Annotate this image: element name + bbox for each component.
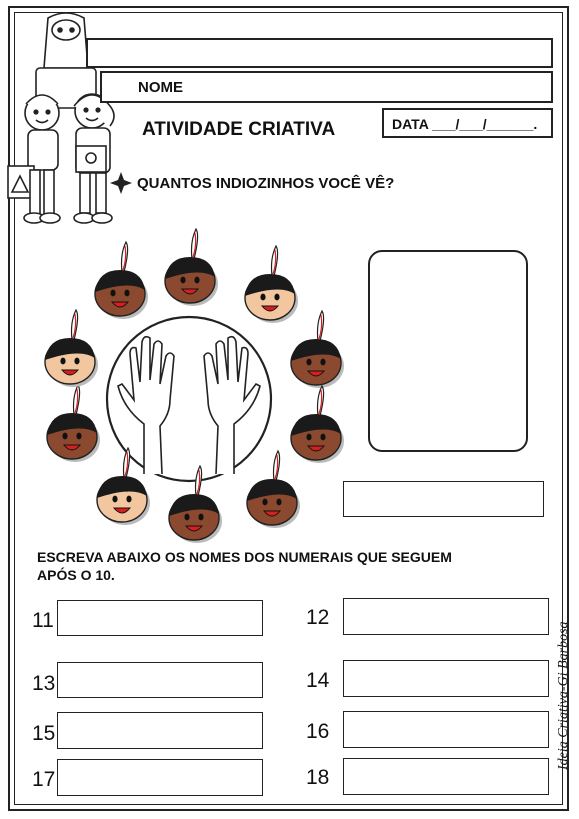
numeral-12: 12 <box>306 606 330 629</box>
date-label: DATA ___/___/______. <box>392 116 538 132</box>
numeral-16: 16 <box>306 720 330 743</box>
numeral-18: 18 <box>306 766 330 789</box>
question-text: QUANTOS INDIOZINHOS VOCÊ VÊ? <box>137 175 395 192</box>
numeral-18-field[interactable] <box>343 758 549 795</box>
numeral-16-field[interactable] <box>343 711 549 748</box>
numeral-11-field[interactable] <box>57 600 263 636</box>
drawing-answer-box[interactable] <box>368 250 528 452</box>
indian-child-face <box>45 310 98 387</box>
numeral-17-field[interactable] <box>57 759 263 796</box>
name-label: NOME <box>138 79 183 96</box>
activity-title: ATIVIDADE CRIATIVA <box>142 119 336 140</box>
numeral-11: 11 <box>32 609 54 632</box>
indian-child-face <box>291 311 344 388</box>
numeral-14-field[interactable] <box>343 660 549 697</box>
indian-child-face <box>97 448 150 525</box>
count-answer-box[interactable] <box>343 481 544 517</box>
indian-child-face <box>169 466 222 543</box>
numeral-15-field[interactable] <box>57 712 263 749</box>
numeral-14: 14 <box>306 669 330 692</box>
author-credit: Ideia Criativa-Gi Barbosa <box>556 621 571 770</box>
numeral-13-field[interactable] <box>57 662 263 698</box>
numeral-12-field[interactable] <box>343 598 549 635</box>
indian-child-face <box>245 246 298 323</box>
instruction-line-1: ESCREVA ABAIXO OS NOMES DOS NUMERAIS QUE SEGUEM <box>37 549 452 565</box>
numeral-17: 17 <box>32 768 56 791</box>
indian-child-face <box>291 386 344 463</box>
indian-child-face <box>165 229 218 306</box>
indian-child-face <box>247 451 300 528</box>
numeral-13: 13 <box>32 672 56 695</box>
indian-child-face <box>95 242 148 319</box>
numeral-15: 15 <box>32 722 56 745</box>
indian-child-face <box>47 385 100 462</box>
instruction-line-2: APÓS O 10. <box>37 567 115 583</box>
